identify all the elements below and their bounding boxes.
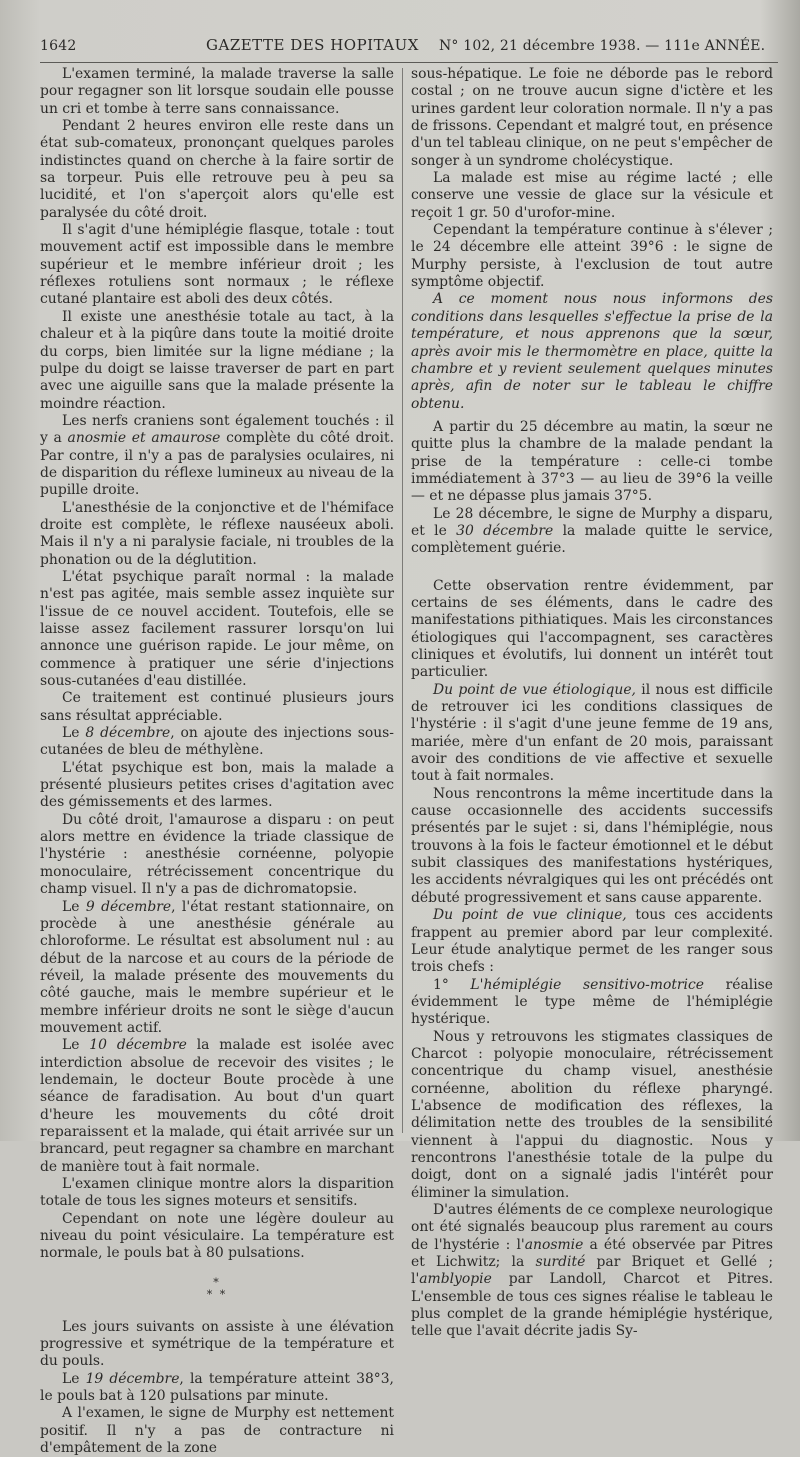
paragraph: Il existe une anesthésie totale au tact, à la chaleur et à la piqûre dans toute la moitié droite du corps, bien limitée sur la ligne médiane ; la pulpe du doigt se laisse traverser de part en part avec une aiguille sans que la malade présente la moindre réaction.	[40, 308, 394, 412]
left-column	[40, 66, 402, 1457]
paragraph: Le 28 décembre, le signe de Murphy a disparu, et le 30 décembre la malade quitte le service, complètement guérie.	[411, 505, 773, 557]
paragraph: Les nerfs craniens sont également touchés : il y a anosmie et amaurose complète du côté droit. Par contre, il n'y a pas de paralysies oculaires, ni de disparition du réflexe lumineux au niveau de la pupille droite.	[40, 412, 394, 499]
text-columns	[40, 66, 778, 1457]
header-rule	[40, 62, 778, 63]
paragraph: sous-hépatique. Le foie ne déborde pas le rebord costal ; on ne trouve aucun signe d'ictère et les urines gardent leur coloration normale. Il n'y a pas de frissons. Cependant et malgré tout, en présence d'un tel tableau clinique, on ne peut s'empêcher de songer à un syndrome cholécystique.	[411, 66, 773, 169]
paragraph: Nous rencontrons la même incertitude dans la cause occasionnelle des accidents successifs présentés par le sujet : si, dans l'hémiplégie, nous trouvons à la fois le facteur émotionnel et le début subit classiques des manifestations hystériques, les accidents névralgiques qui les ont précédés ont débuté progressivement et sans cause apparente.	[411, 785, 773, 906]
paragraph: L'état psychique est bon, mais la malade a présenté plusieurs petites crises d'agitation avec des gémissements et des larmes.	[40, 759, 394, 811]
journal-title: GAZETTE DES HOPITAUX	[206, 36, 419, 54]
paragraph: L'examen terminé, la malade traverse la salle pour regagner son lit lorsque soudain elle pousse un cri et tombe à terre sans connaissance.	[40, 66, 394, 117]
paragraph: Du point de vue clinique, tous ces accidents frappent au premier abord par leur complexité. Leur étude analytique permet de les ranger sous trois chefs :	[411, 907, 774, 976]
paragraph: Le 19 décembre, la température atteint 38°3, le pouls bat à 120 pulsations par minute.	[40, 1370, 394, 1405]
paragraph: A l'examen, le signe de Murphy est nettement positif. Il n'y a pas de contracture ni d'empâtement de la zone	[40, 1405, 394, 1457]
section-separator: * * *	[206, 1275, 228, 1301]
paragraph: D'autres éléments de ce complexe neurologique ont été signalés beaucoup plus rarement au cours de l'hystérie : l'anosmie a été observée par Pitres et Lichwitz; la surdité par Briquet et Gellé ; l'amblyopie par Landoll, Charcot et Pitres. L'ensemble de tous ces signes réalise le tableau le plus complet de la grande hémiplégie hystérique, telle que l'avait décrite jadis Sy-	[411, 1202, 773, 1340]
paragraph: Le 9 décembre, l'état restant stationnaire, on procède à une anesthésie générale au chloroforme. Le résultat est absolument nul : au début de la narcose et au cours de la période de réveil, la malade présente des mouvements du côté gauche, mais le membre supérieur et le membre inférieur droits ne sont le siège d'aucun mouvement actif.	[40, 898, 394, 1036]
paragraph: Il s'agit d'une hémiplégie flasque, totale : tout mouvement actif est impossible dans le membre supérieur et le membre inférieur droit ; les réflexes rotuliens sont normaux ; le réflexe cutané plantaire est aboli des deux côtés.	[40, 222, 394, 308]
paragraph: Le 8 décembre, on ajoute des injections sous-cutanées de bleu de méthylène.	[40, 725, 394, 759]
paragraph: 1° L'hémiplégie sensitivo-motrice réalise évidemment le type même de l'hémiplégie hystérique.	[411, 976, 773, 1028]
page-header	[40, 36, 778, 62]
paragraph: Le 10 décembre la malade est isolée avec interdiction absolue de recevoir des visites ; le lendemain, le docteur Boute procède à une séance de faradisation. Au bout d'un quart d'heure les mouvements du côté droit reparaissent et la malade, qui était arrivée sur un brancard, peut regagner sa chambre en marchant de manière tout à fait normale.	[40, 1037, 394, 1175]
paragraph: A ce moment nous nous informons des conditions dans lesquelles s'effectue la prise de la température, et nous apprenons que la sœur, après avoir mis le thermomètre en place, quitte la chambre et y revient seulement quelques minutes après, afin de noter sur le tableau le chiffre obtenu.	[411, 291, 773, 412]
paragraph: La malade est mise au régime lacté ; elle conserve une vessie de glace sur la vésicule et reçoit 1 gr. 50 d'urofor-mine.	[411, 170, 773, 221]
paragraph: Pendant 2 heures environ elle reste dans un état sub-comateux, prononçant quelques paroles indistinctes quand on cherche à la faire sortir de sa torpeur. Puis elle retrouve peu à peu sa lucidité, et l'on s'aperçoit alors qu'elle est paralysée du côté droit.	[40, 118, 394, 221]
right-column	[411, 66, 774, 1340]
paragraph: Ce traitement est continué plusieurs jours sans résultat appréciable.	[40, 690, 394, 724]
paragraph: Du côté droit, l'amaurose a disparu : on peut alors mettre en évidence la triade classique de l'hystérie : anesthésie cornéenne, polyopie monoculaire, rétrécissement concentrique du champ visuel. Il n'y a pas de dichromatopsie.	[40, 811, 394, 898]
paragraph: Cette observation rentre évidemment, par certains de ses éléments, dans le cadre des manifestations pithiatiques. Mais les circonstances étiologiques qui l'accompagnent, ses caractères cliniques et évolutifs, lui donnent un intérêt tout particulier.	[411, 577, 773, 681]
paragraph: Les jours suivants on assiste à une élévation progressive et symétrique de la température et du pouls.	[40, 1318, 394, 1370]
paragraph: L'anesthésie de la conjonctive et de l'hémiface droite est complète, le réflexe nauséeux aboli. Mais il n'y a ni paralysie faciale, ni troubles de la phonation ou de la déglutition.	[40, 499, 394, 568]
paragraph: Nous y retrouvons les stigmates classiques de Charcot : polyopie monoculaire, rétrécissement concentrique du champ visuel, anesthésie cornéenne, abolition du réflexe pharyngé. L'absence de modification des réflexes, la délimitation nette des troubles de la sensibilité viennent à l'appui du diagnostic. Nous y rencontrons l'anesthésie totale de la pulpe du doigt, dont on a signalé jadis l'intérêt pour éliminer la simulation.	[411, 1028, 773, 1201]
paragraph: Cependant la température continue à s'élever ; le 24 décembre elle atteint 39°6 : le signe de Murphy persiste, à l'exclusion de tout autre symptôme objectif.	[411, 222, 773, 291]
paragraph: L'état psychique paraît normal : la malade n'est pas agitée, mais semble assez inquiète sur l'issue de ce nouvel accident. Toutefois, elle se laisse assez facilement rassurer lorsqu'on lui annonce une guérison rapide. Le jour même, on commence à pratiquer une série d'injections sous-cutanées d'eau distillée.	[40, 568, 394, 690]
column-divider	[402, 68, 403, 1133]
paragraph: Du point de vue étiologique, il nous est difficile de retrouver ici les conditions classiques de l'hystérie : il s'agit d'une jeune femme de 19 ans, mariée, mère d'un enfant de 20 mois, paraissant avoir des conditions de vie affective et sexuelle tout à fait normales.	[411, 681, 773, 785]
paragraph: Cependant on note une légère douleur au niveau du point vésiculaire. La température est normale, le pouls bat à 80 pulsations.	[40, 1210, 394, 1262]
page-number: 1642	[40, 38, 77, 54]
paragraph: L'examen clinique montre alors la disparition totale de tous les signes moteurs et sensitifs.	[40, 1176, 394, 1210]
paragraph: A partir du 25 décembre au matin, la sœur ne quitte plus la chambre de la malade pendant la prise de la température : celle-ci tombe immédiatement à 37°3 — au lieu de 39°6 la veille — et ne dépasse plus jamais 37°5.	[411, 418, 773, 505]
issue-info: N° 102, 21 décembre 1938. — 111e ANNÉE.	[438, 38, 766, 54]
